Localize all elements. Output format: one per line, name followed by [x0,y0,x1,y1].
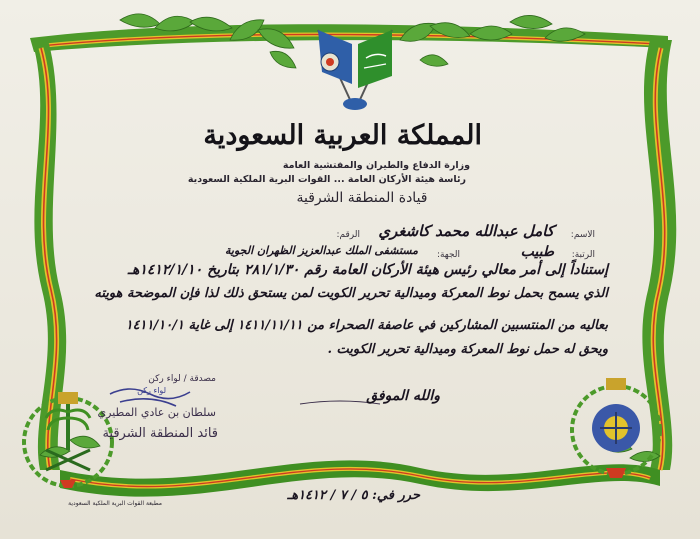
body-line-2: الذي يسمح بحمل نوط المعركة وميدالية تحرير الكويت لمن يستحق ذلك لذا فإن الموضحة هويته [94,286,608,301]
flags-emblem [318,30,392,110]
unit-label: الجهة: [436,250,460,260]
number-label: الرقم: [336,230,360,240]
name-label: الاسم: [570,230,595,240]
body-line-4: ويحق له حمل نوط المعركة وميدالية تحرير الكويت . [327,342,608,357]
name-value: كامل عبدالله محمد كاشغري [378,222,554,240]
signature-handwritten: لواء ركن [137,386,166,395]
body-line-3: بعاليه من المنتسبين المشاركين في عاصفة الصحراء من ١٤١١/١١/١١ إلى غاية ١٤١١/١٠/١ [125,318,608,333]
rank-label: الرتبة: [571,250,595,260]
issue-date: حرر في: ٥ / ٧ / ١٤١٢هـ [287,488,420,503]
ministry-line: وزارة الدفاع والطيران والمفتشية العامة [282,160,470,171]
kingdom-title: المملكة العربية السعودية [203,120,482,151]
rank-value: طبيب [520,244,554,260]
signature-rank: مصدقة / لواء ركن [148,374,216,384]
signer-name: سلطان بن عادي المطيري [97,406,216,419]
signer-title: قائد المنطقة الشرقية [102,426,218,441]
right-emblem [572,378,660,478]
staff-line: رئاسة هيئة الأركان العامة ... القوات البرية الملكية السعودية [187,174,466,185]
printer-line: مطبعة القوات البرية الملكية السعودية [68,500,162,507]
command-line: قيادة المنطقة الشرقية [296,190,428,206]
closing-line: والله الموفق [366,388,440,404]
unit-value: مستشفى الملك عبدالعزيز الظهران الجوية [225,244,418,257]
body-line-1: إستناداً إلى أمر معالي رئيس هيئة الأركان العامة رقم ٢٨١/١/٣٠ بتاريخ ١٤١٢/١/١٠هـ [127,262,608,278]
